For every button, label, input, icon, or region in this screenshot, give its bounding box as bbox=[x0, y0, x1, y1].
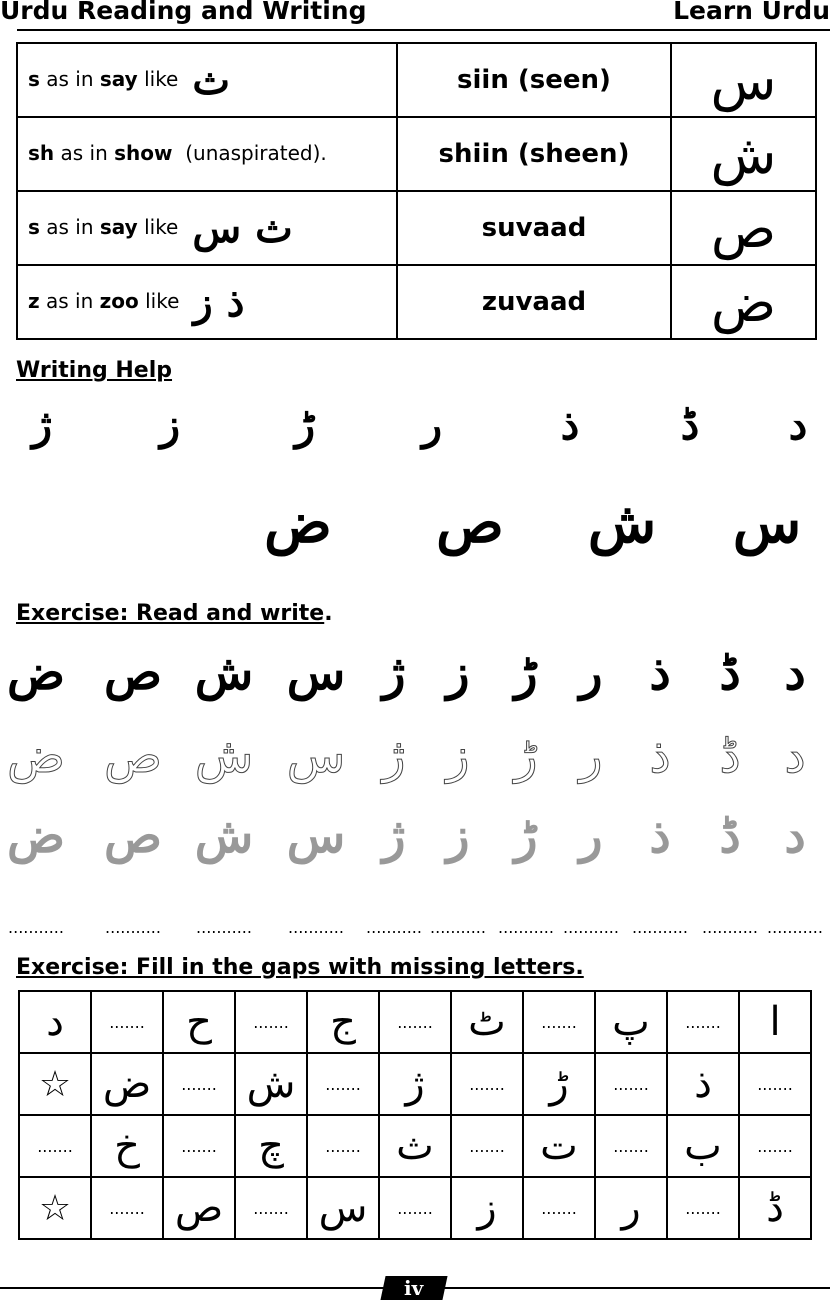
letter-cell: ض bbox=[91, 1053, 163, 1115]
exercise-read-title-text: Exercise: Read and write bbox=[16, 601, 325, 626]
writing-help-letter: ذ bbox=[560, 400, 580, 449]
exercise-letter: ص bbox=[103, 728, 163, 784]
write-line[interactable]: ........... bbox=[702, 918, 758, 937]
exercise-letter: ش bbox=[194, 808, 254, 864]
writing-help-letter: ڈ bbox=[680, 400, 700, 449]
pronunciation-cell bbox=[17, 191, 397, 265]
exercise-row-grey bbox=[0, 808, 830, 878]
letter-row bbox=[17, 265, 816, 339]
urdu-letter: ض bbox=[671, 265, 816, 339]
gap-row bbox=[19, 1053, 811, 1115]
page-number: iv bbox=[404, 1276, 424, 1300]
writing-help-row-1 bbox=[0, 400, 830, 480]
exercise-letter: ژ bbox=[382, 645, 406, 701]
letter-cell: د bbox=[19, 991, 91, 1053]
fill-gaps-table bbox=[18, 990, 812, 1240]
letter-cell: ش bbox=[235, 1053, 307, 1115]
letter-cell: ا bbox=[739, 991, 811, 1053]
exercise-letter: ر bbox=[579, 808, 603, 864]
blank-cell[interactable]: ....... bbox=[667, 991, 739, 1053]
write-line[interactable]: ........... bbox=[632, 918, 688, 937]
letter-name: zuvaad bbox=[397, 265, 671, 339]
letter-cell: خ bbox=[91, 1115, 163, 1177]
exercise-letter: ذ bbox=[649, 728, 671, 784]
exercise-letter: ر bbox=[579, 728, 603, 784]
writing-help-letter: س bbox=[732, 490, 802, 556]
blank-cell[interactable]: ....... bbox=[739, 1053, 811, 1115]
example-word: zoo bbox=[99, 288, 139, 313]
exercise-row-write-lines bbox=[0, 918, 830, 938]
write-line[interactable]: ........... bbox=[8, 918, 64, 937]
exercise-row-solid bbox=[0, 645, 830, 715]
writing-help-letter: ڑ bbox=[294, 400, 316, 449]
letter-cell: پ bbox=[595, 991, 667, 1053]
letter-table bbox=[16, 42, 817, 340]
blank-cell[interactable]: ....... bbox=[163, 1115, 235, 1177]
letter-cell: ذ bbox=[667, 1053, 739, 1115]
page-header bbox=[0, 0, 830, 30]
exercise-letter: ڑ bbox=[514, 808, 538, 864]
write-line[interactable]: ........... bbox=[563, 918, 619, 937]
sound: s bbox=[28, 66, 40, 91]
letter-cell: ث bbox=[379, 1115, 451, 1177]
blank-cell[interactable]: ....... bbox=[379, 1177, 451, 1239]
letter-name: shiin (sheen) bbox=[397, 117, 671, 191]
blank-cell[interactable]: ....... bbox=[307, 1115, 379, 1177]
letter-cell: چ bbox=[235, 1115, 307, 1177]
exercise-letter: ڈ bbox=[719, 645, 741, 701]
writing-help-letter: ض bbox=[264, 490, 332, 556]
write-line[interactable]: ........... bbox=[105, 918, 161, 937]
letter-row bbox=[17, 117, 816, 191]
gap-row bbox=[19, 991, 811, 1053]
blank-cell[interactable]: ....... bbox=[595, 1053, 667, 1115]
write-line[interactable]: ........... bbox=[498, 918, 554, 937]
writing-help-letter: ژ bbox=[31, 400, 53, 449]
connector: as in bbox=[39, 66, 100, 91]
blank-cell[interactable]: ....... bbox=[235, 1177, 307, 1239]
letter-cell: ص bbox=[163, 1177, 235, 1239]
gap-row bbox=[19, 1115, 811, 1177]
writing-help-letter: د bbox=[788, 400, 808, 449]
example-letters: ث س bbox=[192, 204, 293, 252]
exercise-letter: ژ bbox=[382, 808, 406, 864]
writing-help-letter: ز bbox=[159, 400, 181, 449]
exercise-fill-title: Exercise: Fill in the gaps with missing letters. bbox=[16, 955, 584, 980]
star-icon: ☆ bbox=[19, 1177, 91, 1239]
exercise-letter: ض bbox=[6, 728, 66, 784]
writing-help-letter: ش bbox=[587, 490, 657, 556]
blank-cell[interactable]: ....... bbox=[379, 991, 451, 1053]
exercise-letter: ض bbox=[6, 808, 66, 864]
exercise-row-outline bbox=[0, 728, 830, 798]
sound: z bbox=[28, 288, 40, 313]
letter-cell: ح bbox=[163, 991, 235, 1053]
writing-help-title: Writing Help bbox=[16, 358, 173, 383]
exercise-letter: ڈ bbox=[719, 728, 741, 784]
writing-help-letter: ر bbox=[421, 400, 443, 449]
letter-cell: ج bbox=[307, 991, 379, 1053]
urdu-letter: ش bbox=[671, 117, 816, 191]
exercise-letter: س bbox=[286, 808, 346, 864]
letter-cell: ت bbox=[523, 1115, 595, 1177]
blank-cell[interactable]: ....... bbox=[451, 1053, 523, 1115]
letter-cell: ر bbox=[595, 1177, 667, 1239]
exercise-letter: ڈ bbox=[719, 808, 741, 864]
blank-cell[interactable]: ....... bbox=[667, 1177, 739, 1239]
letter-cell: س bbox=[307, 1177, 379, 1239]
blank-cell[interactable]: ....... bbox=[91, 1177, 163, 1239]
example-word: say bbox=[99, 214, 138, 239]
blank-cell[interactable]: ....... bbox=[307, 1053, 379, 1115]
exercise-letter: س bbox=[286, 728, 346, 784]
exercise-letter: س bbox=[286, 645, 346, 701]
blank-cell[interactable]: ....... bbox=[595, 1115, 667, 1177]
suffix: like bbox=[137, 66, 179, 91]
write-line[interactable]: ........... bbox=[196, 918, 252, 937]
exercise-letter: ذ bbox=[649, 808, 671, 864]
letter-row bbox=[17, 191, 816, 265]
header-title-right: Learn Urdu bbox=[673, 0, 830, 25]
blank-cell[interactable]: ....... bbox=[451, 1115, 523, 1177]
exercise-letter: ز bbox=[446, 728, 470, 784]
connector: as in bbox=[54, 140, 115, 165]
header-rule bbox=[17, 29, 830, 31]
pronunciation-cell bbox=[17, 43, 397, 117]
letter-cell: ب bbox=[667, 1115, 739, 1177]
exercise-letter: ش bbox=[194, 728, 254, 784]
blank-cell[interactable]: ....... bbox=[235, 991, 307, 1053]
exercise-letter: د bbox=[784, 808, 806, 864]
urdu-letter: ص bbox=[671, 191, 816, 265]
exercise-letter: ذ bbox=[649, 645, 671, 701]
example-word: say bbox=[99, 66, 138, 91]
suffix: like bbox=[137, 214, 179, 239]
letter-cell: ژ bbox=[379, 1053, 451, 1115]
write-line[interactable]: ........... bbox=[767, 918, 823, 937]
urdu-letter: س bbox=[671, 43, 816, 117]
suffix: like bbox=[138, 288, 180, 313]
example-word: show bbox=[114, 140, 173, 165]
exercise-letter: ڑ bbox=[514, 728, 538, 784]
exercise-letter: ش bbox=[194, 645, 254, 701]
pronunciation-cell bbox=[17, 265, 397, 339]
letter-cell: ٹ bbox=[451, 991, 523, 1053]
exercise-read-title-period: . bbox=[324, 601, 333, 626]
letter-cell: ڑ bbox=[523, 1053, 595, 1115]
exercise-letter: ص bbox=[103, 808, 163, 864]
exercise-letter: ص bbox=[103, 645, 163, 701]
exercise-letter: ژ bbox=[382, 728, 406, 784]
write-line[interactable]: ........... bbox=[288, 918, 344, 937]
sound: s bbox=[28, 214, 40, 239]
blank-cell[interactable]: ....... bbox=[523, 991, 595, 1053]
write-line[interactable]: ........... bbox=[430, 918, 486, 937]
exercise-letter: ز bbox=[446, 645, 470, 701]
blank-cell[interactable]: ....... bbox=[163, 1053, 235, 1115]
connector: as in bbox=[39, 214, 100, 239]
letter-name: siin (seen) bbox=[397, 43, 671, 117]
exercise-letter: د bbox=[784, 645, 806, 701]
write-line[interactable]: ........... bbox=[366, 918, 422, 937]
writing-help-row-2 bbox=[0, 490, 830, 590]
letter-cell: ڈ bbox=[739, 1177, 811, 1239]
exercise-letter: ز bbox=[446, 808, 470, 864]
blank-cell[interactable]: ....... bbox=[739, 1115, 811, 1177]
suffix: (unaspirated). bbox=[172, 140, 327, 165]
exercise-letter: ڑ bbox=[514, 645, 538, 701]
blank-cell[interactable]: ....... bbox=[523, 1177, 595, 1239]
connector: as in bbox=[39, 288, 100, 313]
letter-row bbox=[17, 43, 816, 117]
gap-row bbox=[19, 1177, 811, 1239]
writing-help-letter: ص bbox=[436, 490, 504, 556]
example-letters: ذ ز bbox=[193, 278, 245, 326]
star-icon: ☆ bbox=[19, 1053, 91, 1115]
blank-cell[interactable]: ....... bbox=[91, 991, 163, 1053]
blank-cell[interactable]: ....... bbox=[19, 1115, 91, 1177]
exercise-letter: ض bbox=[6, 645, 66, 701]
example-letters: ث bbox=[192, 56, 231, 104]
page-number-badge bbox=[380, 1276, 447, 1300]
exercise-letter: د bbox=[784, 728, 806, 784]
letter-cell: ز bbox=[451, 1177, 523, 1239]
header-title-left: Urdu Reading and Writing bbox=[0, 0, 367, 25]
sound: sh bbox=[28, 140, 55, 165]
pronunciation-cell bbox=[17, 117, 397, 191]
exercise-read-title bbox=[16, 601, 333, 626]
letter-name: suvaad bbox=[397, 191, 671, 265]
exercise-letter: ر bbox=[579, 645, 603, 701]
